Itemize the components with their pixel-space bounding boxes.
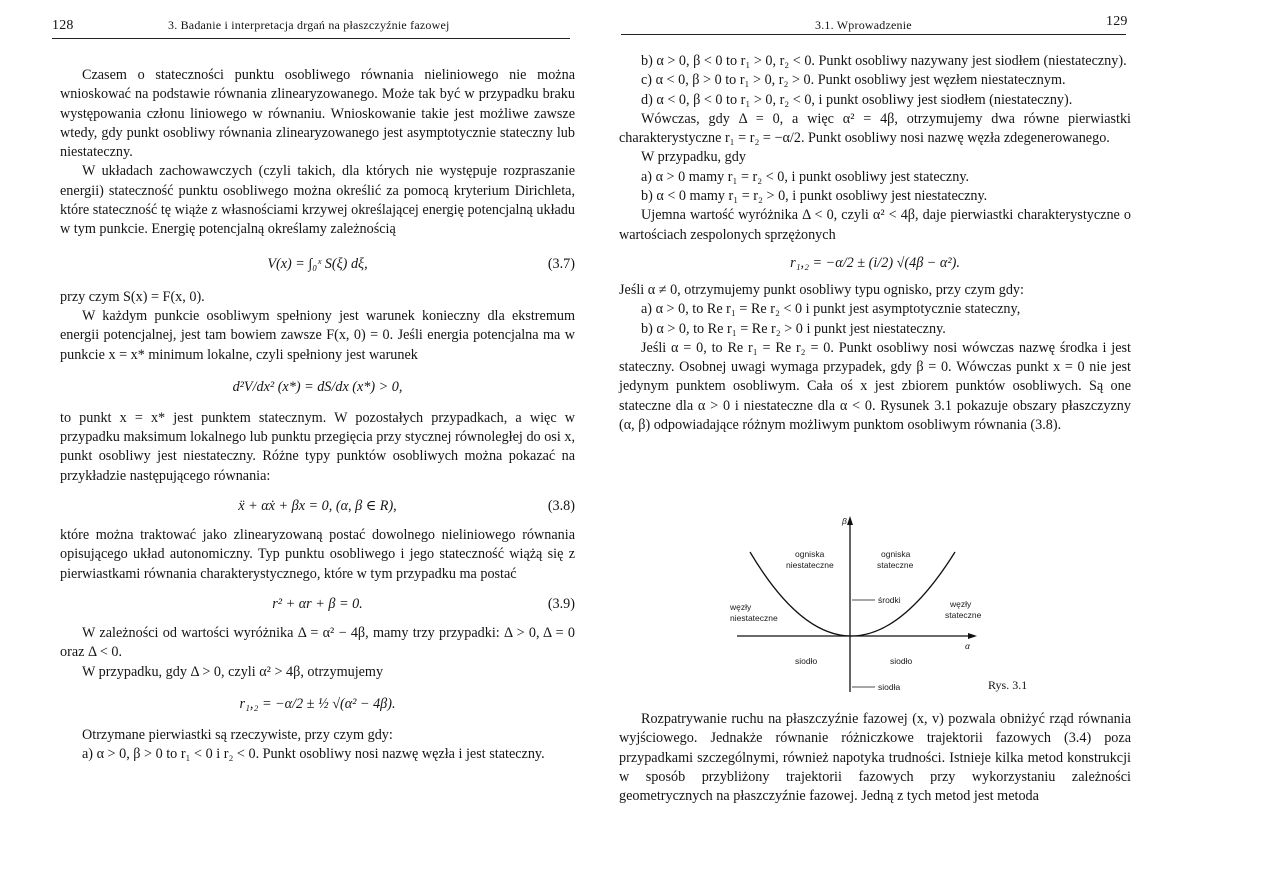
paragraph: b) α < 0 mamy r₁ = r₂ > 0, i punkt osobliwy jest niestateczny. [641,188,988,205]
paragraph: Jeśli α = 0, to Re r₁ = Re r₂ = 0. Punkt osobliwy nosi wówczas nazwę środka i jest stateczny. Osobnej uwagi wymaga przypadek, gdy β = 0. Wówczas punkt x = 0 nie jest jedynym punktem osobliwym. Cała oś x jest zbiorem punktów osobliwych. Są one stateczne dla α > 0 i niestateczne dla α < 0. Rysunek 3.1 pokazuje obszary płaszczyzny (α, β) odpowiadające różnym możliwym punktom osobliwym równania (3.8). [619,339,1131,434]
page-number: 128 [52,18,74,33]
header-rule [621,34,1126,35]
paragraph: Ujemna wartość wyróżnika Δ < 0, czyli α² < 4β, daje pierwiastki charakterystyczne o wartościach zespolonych sprzężonych [619,207,1131,243]
label-siodlo-left: siodło [795,656,818,666]
equation-number: (3.7) [547,255,575,272]
paragraph: to punkt x = x* jest punktem statecznym. W pozostałych przypadkach, a więc w przypadku maksimum lokalnego lub punktu przegięcia przy stycznej równoległej do osi x, punkt osobliwy jest niestateczny. Różne typy punktów osobliwych można pokazać na przykładzie następującego równania: [60,409,575,484]
equation-3-8 [60,494,575,518]
paragraph: a) α > 0 mamy r₁ = r₂ < 0, i punkt osobliwy jest stateczny. [641,168,970,185]
beta-axis-label: β [842,516,847,526]
label-wezly-stateczne-2: stateczne [945,610,982,620]
label-wezly-stateczne-1: węzły [950,599,972,609]
right-page [615,0,1263,893]
equation-text: V(x) = ∫₀ˣ S(ξ) dξ, [267,255,368,272]
equation-text: r² + αr + β = 0. [272,595,363,612]
paragraph: W przypadku, gdy Δ > 0, czyli α² > 4β, otrzymujemy [82,663,384,680]
parabola-curve [750,552,955,636]
equation-3-9 [60,592,575,616]
label-ogniska-stateczne-2: stateczne [877,560,914,570]
equation-text: d²V/dx² (x*) = dS/dx (x*) > 0, [232,378,403,395]
equation-number: (3.9) [547,595,575,612]
label-wezly-niestateczne-1: węzły [730,602,752,612]
paragraph: przy czym S(x) = F(x, 0). [60,288,205,305]
right-body-top [619,52,1131,435]
paragraph: a) α > 0, to Re r₁ = Re r₂ < 0 i punkt jest asymptotycznie stateczny, [641,301,1021,318]
label-siodlo-right: siodło [890,656,913,666]
label-ogniska-niestateczne-1: ogniska [795,549,825,559]
paragraph: Wówczas, gdy Δ = 0, a więc α² = 4β, otrzymujemy dwa równe pierwiastki charakterystyczne r₁ = r₂ = −α/2. Punkt osobliwy nosi nazwę węzła zdegenerowanego. [619,110,1131,147]
paragraph: b) α > 0, to Re r₁ = Re r₂ > 0 i punkt jest niestateczny. [641,320,946,337]
header-rule [52,38,570,39]
running-header: 3.1. Wprowadzenie [815,18,912,32]
equation-complex-roots [619,251,1131,275]
equation-condition [60,365,575,409]
paragraph: W przypadku, gdy [641,149,746,166]
equation-text: r₁,₂ = −α/2 ± (i/2) √(4β − α²). [790,254,960,271]
beta-axis-arrow [847,516,853,525]
page-number: 129 [1106,14,1128,29]
paragraph: Jeśli α ≠ 0, otrzymujemy punkt osobliwy typu ognisko, przy czym gdy: [619,281,1024,298]
figure-3-1 [715,512,1090,700]
right-body-bottom [619,710,1131,806]
alpha-axis-label: α [965,641,970,651]
label-wezly-niestateczne-2: niestateczne [730,613,778,623]
equation-3-7 [60,252,575,276]
label-siodla-bottom: siodła [878,682,901,692]
alpha-axis-arrow [968,633,977,639]
label-ogniska-stateczne-1: ogniska [881,549,911,559]
equation-roots [60,682,575,726]
paragraph: d) α < 0, β < 0 to r₁ > 0, r₂ < 0, i punkt osobliwy jest siodłem (niestateczny). [641,91,1073,108]
label-srodki: środki [878,595,901,605]
paragraph: W zależności od wartości wyróżnika Δ = α² − 4β, mamy trzy przypadki: Δ > 0, Δ = 0 oraz Δ < 0. [60,624,575,661]
running-header: 3. Badanie i interpretacja drgań na płaszczyźnie fazowej [168,18,450,32]
left-body [60,66,575,764]
paragraph: W każdym punkcie osobliwym spełniony jest warunek konieczny dla ekstremum energii potencjalnej, jest tam bowiem zawsze F(x, 0) = 0. Jeśli energia potencjalna ma w punkcie x = x* minimum lokalne, czyli spełniony jest warunek [60,307,575,363]
figure-caption: Rys. 3.1 [988,678,1028,692]
paragraph: b) α > 0, β < 0 to r₁ > 0, r₂ < 0. Punkt osobliwy nazywany jest siodłem (niestateczny). [641,53,1127,69]
paragraph: Czasem o stateczności punktu osobliwego równania nieliniowego nie można wnioskować na podstawie równania zlinearyzowanego. Może tak być w przypadku braku występowania członu liniowego w równaniu. Wnioskowanie takie jest możliwe zawsze wtedy, gdy punkt osobliwy równania zlinearyzowanego jest asymptotycznie stateczny lub niestateczny. [60,67,575,161]
paragraph: a) α > 0, β > 0 to r₁ < 0 i r₂ < 0. Punkt osobliwy nosi nazwę węzła i jest stateczny. [82,746,545,763]
equation-text: ẍ + αẋ + βx = 0, (α, β ∈ R), [238,498,397,515]
equation-number: (3.8) [547,498,575,515]
left-page [0,0,620,893]
label-ogniska-niestateczne-2: niestateczne [786,560,834,570]
equation-text: r₁,₂ = −α/2 ± ½ √(α² − 4β). [239,695,396,712]
paragraph: które można traktować jako zlinearyzowaną postać dowolnego nieliniowego równania opisującego układ autonomiczny. Typ punktu osobliwego i jego stateczność wiążą się z pierwiastkami równania charakterystycznego, które w tym przypadku ma postać [60,527,575,582]
paragraph: Otrzymane pierwiastki są rzeczywiste, przy czym gdy: [82,726,393,743]
paragraph: W układach zachowawczych (czyli takich, dla których nie występuje rozpraszanie energii) stateczność punktu osobliwego można określić za pomocą kryterium Dirichleta, które stateczność tę wiąże z własnościami krzywej określającej energię potencjalną układu w tym punkcie. Energię potencjalną określamy zależnością [60,163,575,238]
paragraph: c) α < 0, β > 0 to r₁ > 0, r₂ > 0. Punkt osobliwy jest węzłem niestatecznym. [641,72,1066,89]
paragraph: Rozpatrywanie ruchu na płaszczyźnie fazowej (x, v) pozwala obniżyć rząd równania wyjściowego. Jednakże równanie różniczkowe trajektorii fazowych (3.4) poza przypadkami szczególnymi, również napotyka trudności. Istnieje kilka metod konstrukcji w sposób przybliżony trajektorii fazowych przy wykorzystaniu zależności geometrycznych na płaszczyźnie fazowej. Jedną z tych metod jest metoda [619,711,1131,805]
